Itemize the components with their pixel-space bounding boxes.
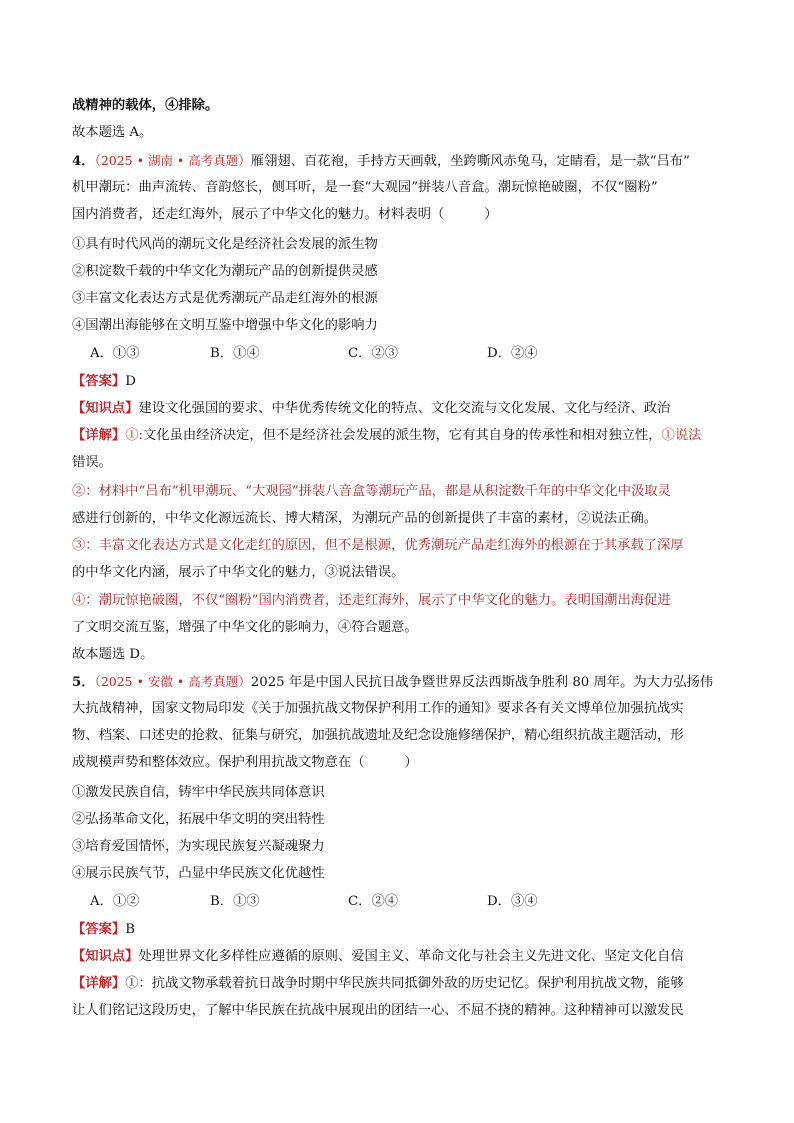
q4-answer-value: D (125, 374, 136, 389)
q5-option-b: B．①③ (210, 894, 260, 909)
q5-answer (72, 920, 732, 940)
q5-detail-1-text: ①：抗战文物承载着抗日战争时期中华民族共同抵御外敌的历史记忆。保护利用抗战文物，能够 (125, 976, 684, 991)
q4-statement-4: ④国潮出海能够在文明互鉴中增强中华文化的影响力 (72, 318, 378, 333)
q4-answer-tag: 【答案】 (72, 374, 126, 389)
q4-conclusion: 故本题选 D。 (72, 647, 154, 662)
q5-detail-line-1 (72, 974, 732, 994)
q5-knowledge (72, 947, 732, 967)
prev-detail-line: 战精神的载体，④排除。 (72, 98, 219, 113)
q5-number: 5． (72, 675, 95, 690)
q4-statement-2: ②积淀数千载的中华文化为潮玩产品的创新提供灵感 (72, 264, 378, 279)
q5-statement-2: ②弘扬革命文化，拓展中华文明的突出特性 (72, 812, 325, 827)
q5-answer-tag: 【答案】 (72, 922, 126, 937)
q5-stem-line-2: 大抗战精神，国家文物局印发《关于加强抗战文物保护利用工作的通知》要求各有关文博单位加强抗战实 (72, 701, 684, 716)
q4-stem-line-2: 机甲潮玩：曲声流转、音韵悠长，侧耳听，是一套“大观园”拼装八音盒。潮玩惊艳破圈，不仅“圈粉” (72, 180, 658, 195)
q5-stem-text-1: 2025 年是中国人民抗日战争暨世界反法西斯战争胜利 80 周年。为大力弘扬伟 (250, 675, 714, 690)
q4-stem-text-1: 雁翎翅、百花袍，手持方天画戟，坐跨嘶风赤兔马，定睛看，是一款“吕布” (250, 154, 690, 169)
q5-source-close: ） (238, 674, 251, 689)
q5-detail-tag: 【详解】 (72, 976, 126, 991)
q5-option-c: C．②④ (348, 894, 399, 909)
q5-option-a: A．①② (90, 894, 140, 909)
q5-stem-line-3: 物、档案、口述史的抢救、征集与研究，加强抗战遗址及纪念设施修缮保护，精心组织抗战主题活动，形 (72, 728, 684, 743)
q4-knowledge-tag: 【知识点】 (72, 401, 139, 416)
q4-detail-3-line-1: ③：丰富文化表达方式是文化走红的原因，但不是根源，优秀潮玩产品走红海外的根源在于其承载了深厚 (72, 538, 684, 553)
q5-answer-value: B (125, 922, 135, 937)
q4-detail-line-1 (72, 426, 732, 446)
q4-knowledge-text: 建设文化强国的要求、中华优秀传统文化的特点、文化交流与文化发展、文化与经济、政治 (138, 401, 671, 416)
q4-detail-1-prefix: ①: (125, 428, 143, 443)
q5-detail-1-line-2: 让人们铭记这段历史，了解中华民族在抗战中展现出的团结一心、不屈不挠的精神。这种精神可以激发民 (72, 1003, 684, 1018)
q5-knowledge-tag: 【知识点】 (72, 949, 139, 964)
q5-stem-line-1 (72, 672, 732, 693)
q4-number: 4． (72, 154, 95, 169)
q4-statement-1: ①具有时代风尚的潮玩文化是经济社会发展的派生物 (72, 237, 378, 252)
q4-detail-4-line-1: ④：潮玩惊艳破圈，不仅“圈粉”国内消费者，还走红海外，展示了中华文化的魅力。表明国潮出海促进 (72, 593, 671, 608)
q4-source-open: （ (94, 153, 101, 168)
q5-statement-4: ④展示民族气节，凸显中华民族文化优越性 (72, 866, 325, 881)
q4-detail-2-line-2: 感进行创新的，中华文化源远流长、博大精深，为潮玩产品的创新提供了丰富的素材，②说法正确。 (72, 511, 658, 526)
q4-answer (72, 372, 732, 392)
q4-statement-3: ③丰富文化表达方式是优秀潮玩产品走红海外的根源 (72, 291, 378, 306)
q4-option-c: C．②③ (348, 346, 399, 361)
q5-source: 2025 • 安徽 • 高考真题 (100, 674, 239, 689)
q4-detail-1-mark: ①说法 (661, 428, 702, 443)
prev-conclusion: 故本题选 A。 (72, 125, 153, 140)
q4-detail-4-line-2: 了文明交流互鉴，增强了中华文化的影响力，④符合题意。 (72, 620, 418, 635)
q5-stem-line-4: 成规模声势和整体效应。保护利用抗战文物意在（ ） (72, 755, 418, 770)
q4-detail-1-line-2: 错误。 (72, 455, 112, 470)
q5-statement-3: ③培育爱国情怀，为实现民族复兴凝魂聚力 (72, 839, 325, 854)
q5-source-open: （ (94, 674, 101, 689)
q5-statement-1: ①激发民族自信，铸牢中华民族共同体意识 (72, 785, 325, 800)
q4-source-close: ） (238, 153, 251, 168)
q4-detail-2-line-1: ②：材料中“吕布”机甲潮玩、“大观园”拼装八音盒等潮玩产品，都是从积淀数千年的中华文化中汲取灵 (72, 484, 671, 499)
q4-option-d: D．②④ (487, 346, 538, 361)
q5-option-d: D．③④ (487, 894, 538, 909)
q4-detail-3-line-2: 的中华文化内涵，展示了中华文化的魅力，③说法错误。 (72, 565, 405, 580)
q4-stem-line-1 (72, 151, 732, 172)
q5-knowledge-text: 处理世界文化多样性应遵循的原则、爱国主义、革命文化与社会主义先进文化、坚定文化自信 (138, 949, 684, 964)
q4-detail-1-text: 文化虽由经济决定，但不是经济社会发展的派生物，它有其自身的传承性和相对独立性， (142, 428, 662, 443)
q4-knowledge (72, 399, 732, 419)
q4-detail-tag: 【详解】 (72, 428, 126, 443)
q4-option-b: B．①④ (210, 346, 260, 361)
q4-stem-line-3: 国内消费者，还走红海外，展示了中华文化的魅力。材料表明（ ） (72, 207, 498, 222)
q4-option-a: A．①③ (90, 346, 140, 361)
q4-source: 2025 • 湖南 • 高考真题 (100, 153, 239, 168)
